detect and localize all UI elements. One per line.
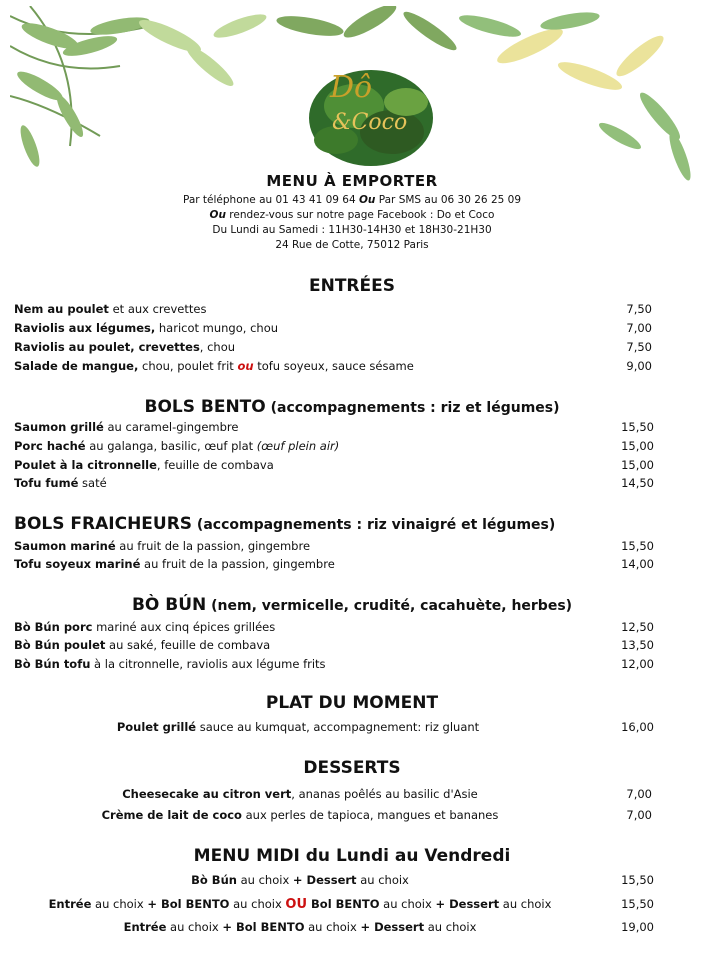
menu-item-price: 15,00 (621, 458, 654, 472)
menu-item: Tofu soyeux mariné au fruit de la passion, gingembre (14, 557, 335, 571)
or-text: Ou (359, 194, 376, 206)
menu-item-price: 15,50 (621, 420, 654, 434)
menu-item-price: 16,00 (621, 720, 654, 734)
menu-item: Saumon mariné au fruit de la passion, gingembre (14, 539, 311, 553)
menu-item: Bò Bún au choix + Dessert au choix (191, 873, 409, 887)
menu-item: Poulet grillé sauce au kumquat, accompagnement: riz gluant (116, 720, 480, 734)
section-title-entrees: ENTRÉES (309, 276, 395, 296)
menu-item: Bò Bún poulet au saké, feuille de combava (14, 638, 271, 652)
menu-item: Crème de lait de coco aux perles de tapioca, mangues et bananes (101, 808, 499, 822)
opening-hours: Du Lundi au Samedi : 11H30-14H30 et 18H30-21H30 (212, 224, 492, 236)
menu-item-price: 15,50 (621, 873, 654, 887)
menu-item-price: 15,50 (621, 539, 654, 553)
facebook-text: rendez-vous sur notre page Facebook : Do et Coco (229, 209, 495, 221)
menu-item-price: 12,00 (621, 657, 654, 671)
menu-item-price: 13,50 (621, 638, 654, 652)
section-title-menu-midi: MENU MIDI du Lundi au Vendredi (193, 846, 511, 866)
menu-item: Saumon grillé au caramel-gingembre (14, 420, 239, 434)
phone-text: Par téléphone au 01 43 41 09 64 (182, 194, 356, 206)
menu-item: Bò Bún porc mariné aux cinq épices grillées (14, 620, 276, 634)
menu-item: Salade de mangue, chou, poulet frit ou tofu soyeux, sauce sésame (14, 359, 414, 373)
menu-item-price: 7,00 (626, 808, 652, 822)
menu-item-price: 15,50 (621, 897, 654, 911)
contact-phone-line (0, 193, 704, 208)
menu-item-price: 12,50 (621, 620, 654, 634)
menu-title: MENU À EMPORTER (266, 172, 438, 190)
or-text: Ou (209, 209, 226, 221)
menu-item-price: 7,50 (626, 340, 652, 354)
menu-item-price: 14,50 (621, 476, 654, 490)
section-title-plat-du-moment: PLAT DU MOMENT (265, 693, 439, 713)
section-title-bobun: BÒ BÚN (nem, vermicelle, crudité, cacahuète, herbes) (131, 595, 573, 615)
section-title-desserts: DESSERTS (303, 758, 401, 778)
section-title-bento: BOLS BENTO (accompagnements : riz et légumes) (144, 397, 560, 417)
menu-item: Raviolis au poulet, crevettes, chou (14, 340, 236, 354)
menu-item-price: 9,00 (626, 359, 652, 373)
menu-item: Tofu fumé saté (14, 476, 107, 490)
logo-text-coco: &Coco (332, 110, 408, 135)
menu-item: Cheesecake au citron vert, ananas poêlés au basilic d'Asie (122, 787, 478, 801)
menu-item-price: 7,00 (626, 321, 652, 335)
menu-item: Porc haché au galanga, basilic, œuf plat (œuf plein air) (14, 439, 340, 453)
menu-item-price: 14,00 (621, 557, 654, 571)
section-title-fraicheurs: BOLS FRAICHEURS (accompagnements : riz vinaigré et légumes) (14, 514, 556, 534)
logo-text-do: Dô (330, 70, 373, 105)
menu-item-price: 15,00 (621, 439, 654, 453)
menu-item-price: 7,00 (626, 787, 652, 801)
menu-item: Entrée au choix + Bol BENTO au choix + Dessert au choix (123, 920, 477, 934)
menu-item-price: 7,50 (626, 302, 652, 316)
menu-item-price: 19,00 (621, 920, 654, 934)
menu-item: Nem au poulet et aux crevettes (14, 302, 207, 316)
sms-text: Par SMS au 06 30 26 25 09 (378, 194, 522, 206)
address: 24 Rue de Cotte, 75012 Paris (275, 239, 429, 251)
menu-item: Raviolis aux légumes, haricot mungo, chou (14, 321, 279, 335)
menu-item: Bò Bún tofu à la citronnelle, raviolis aux légume frits (14, 657, 326, 671)
menu-item: Entrée au choix + Bol BENTO au choix OU Bol BENTO au choix + Dessert au choix (48, 897, 552, 912)
contact-facebook-line (0, 208, 704, 223)
menu-item: Poulet à la citronnelle, feuille de combava (14, 458, 274, 472)
